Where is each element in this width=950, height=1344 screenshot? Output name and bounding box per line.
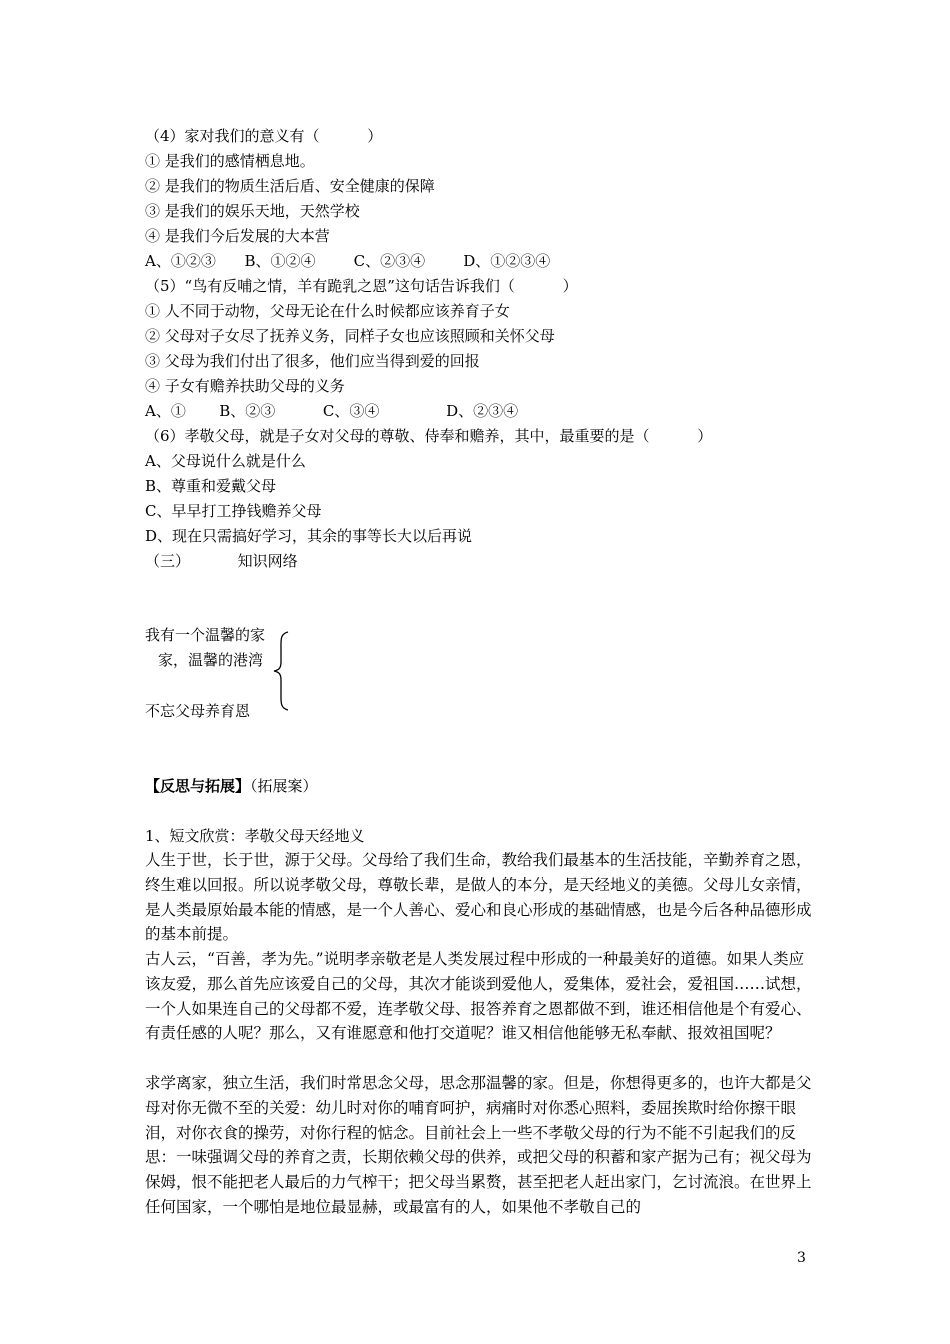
q5-stem: （5）“鸟有反哺之情，羊有跪乳之恩”这句话告诉我们（ ） bbox=[145, 277, 578, 295]
network-item-1: 我有一个温馨的家 bbox=[145, 626, 266, 644]
q5-options: A、① B、②③ C、③④ D、②③④ bbox=[145, 402, 519, 420]
q5-item-3: ③ 父母为我们付出了很多，他们应当得到爱的回报 bbox=[145, 352, 480, 370]
q6-option-c: C、早早打工挣钱赡养父母 bbox=[145, 502, 322, 520]
article-paragraph-1: 人生于世，长于世，源于父母。父母给了我们生命，教给我们最基本的生活技能，辛勤养育之恩，终生难以回报。所以说孝敬父母，尊敬长辈，是做人的本分，是天经地义的美德。父母儿女亲情，是人类最原始最本能的情感，是一个人善心、爱心和良心形成的基础情感，也是今后各种品德形成的基本前提。 bbox=[145, 851, 812, 944]
network-item-2: 家，温馨的港湾 bbox=[158, 651, 264, 669]
page-number: 3 bbox=[797, 1250, 806, 1266]
article-paragraph-3: 求学离家，独立生活，我们时常思念父母，思念那温馨的家。但是，你想得更多的，也许大都是父母对你无微不至的关爱：幼儿时对你的哺育呵护，病痛时对你悉心照料，委屈挨欺时给你擦干眼泪，对你衣食的操劳，对你行程的惦念。目前社会上一些不孝敬父母的行为不能不引起我们的反思：一味强调父母的养育之责，长期依赖父母的供养，或把父母的积蓄和家产据为己有；视父母为保姆，恨不能把老人最后的力气榨干；把父母当累赘，甚至把老人赶出家门，乞讨流浪。在世界上任何国家，一个哪怕是地位最显赫，或最富有的人，如果他不孝敬自己的 bbox=[145, 1074, 812, 1216]
q5-item-4: ④ 子女有赡养扶助父母的义务 bbox=[145, 377, 345, 395]
curly-brace-icon bbox=[272, 630, 292, 712]
article-paragraph-2: 古人云，“百善，孝为先。”说明孝亲敬老是人类发展过程中形成的一种最美好的道德。如果人类应该友爱，那么首先应该爱自己的父母，其次才能谈到爱他人，爱集体，爱社会，爱祖国……试想，一个人如果连自己的父母都不爱，连孝敬父母、报答养育之恩都做不到，谁还相信他是个有爱心、有责任感的人呢？那么，又有谁愿意和他打交道呢？谁又相信他能够无私奉献、报效祖国呢？ bbox=[145, 950, 812, 1043]
q4-options: A、①②③ B、①②④ C、②③④ D、①②③④ bbox=[145, 252, 551, 270]
reflection-heading-suffix: （拓展案） bbox=[250, 777, 318, 795]
q4-item-4: ④ 是我们今后发展的大本营 bbox=[145, 227, 330, 245]
article-title: 1、短文欣赏：孝敬父母天经地义 bbox=[145, 827, 365, 845]
q4-item-2: ② 是我们的物质生活后盾、安全健康的保障 bbox=[145, 177, 435, 195]
q6-option-d: D、现在只需搞好学习，其余的事等长大以后再说 bbox=[145, 527, 473, 545]
network-item-3: 不忘父母养育恩 bbox=[145, 702, 251, 720]
q4-stem: （4）家对我们的意义有（ ） bbox=[145, 127, 383, 145]
q4-item-3: ③ 是我们的娱乐天地，天然学校 bbox=[145, 202, 360, 220]
reflection-heading bbox=[145, 776, 318, 796]
q6-option-b: B、尊重和爱戴父母 bbox=[145, 477, 277, 495]
network-heading: （三） 知识网络 bbox=[145, 552, 298, 570]
q5-item-2: ② 父母对子女尽了抚养义务，同样子女也应该照顾和关怀父母 bbox=[145, 327, 555, 345]
reflection-heading-label: 【反思与拓展】 bbox=[145, 777, 251, 795]
q4-item-1: ① 是我们的感情栖息地。 bbox=[145, 152, 315, 170]
q6-stem: （6）孝敬父母，就是子女对父母的尊敬、侍奉和赡养，其中，最重要的是（ ） bbox=[145, 427, 713, 445]
q5-item-1: ① 人不同于动物，父母无论在什么时候都应该养育子女 bbox=[145, 302, 510, 320]
q6-option-a: A、父母说什么就是什么 bbox=[145, 452, 306, 470]
